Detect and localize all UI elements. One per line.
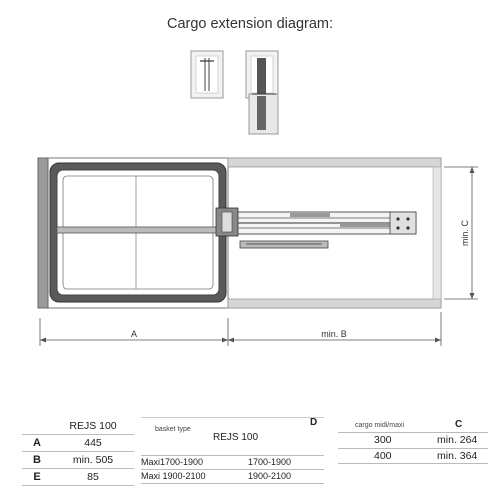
diagram-title: Cargo extension diagram:: [166, 16, 334, 32]
table2-header-d: D: [310, 417, 318, 428]
extended-state-icon: [246, 51, 278, 134]
closed-state-icon: [191, 51, 223, 98]
table1-row-label: A: [22, 435, 52, 452]
table2-row-type: Maxi 1900-2100: [141, 471, 206, 481]
table1-row-value: 445: [52, 435, 134, 452]
table1-row-label: E: [22, 469, 52, 486]
table1-header: REJS 100: [52, 418, 134, 435]
table2-row-value: 1700-1900: [248, 457, 292, 467]
table-row: [22, 452, 134, 469]
table3-header-c: C: [455, 419, 463, 430]
basket: [50, 163, 226, 302]
table2-row-value: 1900-2100: [248, 471, 292, 481]
slide-mechanism: [216, 208, 416, 248]
table2-row-type: Maxi1700-1900: [141, 457, 204, 467]
table3-row-cargo: 400: [374, 450, 392, 462]
table1-row-value: min. 505: [52, 452, 134, 469]
table-row: [22, 469, 134, 486]
table1-row-label: B: [22, 452, 52, 469]
table3-row-c: min. 364: [437, 450, 478, 462]
table2-header-basket-type: basket type: [155, 426, 191, 433]
dimension-b-label: min. B: [321, 329, 347, 339]
dimension-c-label: min. C: [460, 219, 470, 247]
table3-row-cargo: 300: [374, 434, 392, 446]
dimension-a-label: A: [130, 329, 138, 339]
table3-header-cargo: cargo midi/maxi: [355, 422, 405, 429]
table3-row-c: min. 264: [437, 434, 478, 446]
table-row: [22, 435, 134, 452]
table1-row-value: 85: [52, 469, 134, 486]
dimensions-table: [22, 418, 134, 486]
table2-subheader: REJS 100: [213, 432, 259, 443]
